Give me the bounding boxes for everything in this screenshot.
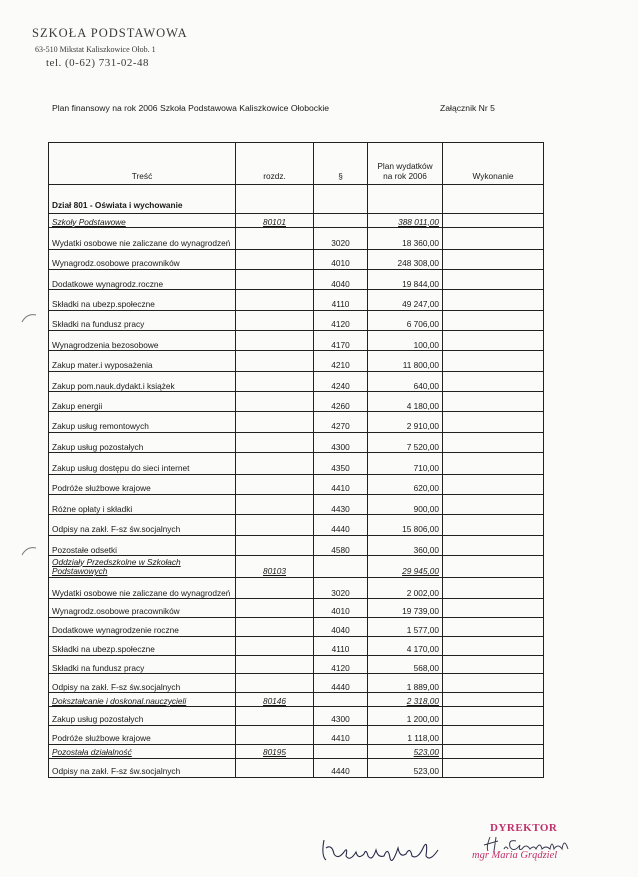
cell-wykonanie: [443, 617, 544, 636]
cell-tresc: Pozostałe odsetki: [49, 535, 236, 555]
cell-wykonanie: [443, 432, 544, 452]
table-row: [49, 474, 544, 494]
section-row: [49, 744, 544, 758]
cell-wykonanie: [443, 214, 544, 228]
cell-wykonanie: [443, 693, 544, 707]
cell-rozdz: [236, 330, 314, 350]
cell-plan: 15 806,00: [368, 515, 443, 535]
table-row: [49, 412, 544, 432]
cell-rozdz: 80146: [236, 693, 314, 707]
cell-wykonanie: [443, 351, 544, 371]
cell-plan: 49 247,00: [368, 290, 443, 310]
cell-tresc: Dodatkowe wynagrodz.roczne: [49, 269, 236, 289]
cell-rozdz: [236, 599, 314, 618]
cell-wykonanie: [443, 310, 544, 330]
cell-plan: 620,00: [368, 474, 443, 494]
cell-plan: 568,00: [368, 655, 443, 674]
cell-wykonanie: [443, 599, 544, 618]
cell-tresc: Składki na ubezp.społeczne: [49, 636, 236, 655]
cell-tresc: Wydatki osobowe nie zaliczane do wynagrodzeń: [49, 228, 236, 250]
cell-paragraph: [314, 744, 368, 758]
cell-tresc: Podróże służbowe krajowe: [49, 474, 236, 494]
cell-paragraph: 4110: [314, 290, 368, 310]
cell-tresc: Odpisy na zakł. F-sz św.socjalnych: [49, 758, 236, 777]
table-row: [49, 453, 544, 475]
cell-paragraph: 4010: [314, 599, 368, 618]
cell-rozdz: [236, 655, 314, 674]
cell-wykonanie: [443, 269, 544, 289]
cell-paragraph: 4440: [314, 758, 368, 777]
cell-tresc: Odpisy na zakł. F-sz św.socjalnych: [49, 515, 236, 535]
cell-plan: 900,00: [368, 494, 443, 514]
director-name: mgr Maria Grądziel: [472, 850, 558, 861]
cell-paragraph: 4040: [314, 269, 368, 289]
punch-hole-mark: [20, 312, 38, 324]
cell-tresc: Wynagrodzenia bezosobowe: [49, 330, 236, 350]
cell-tresc: Dokształcanie i doskonal.nauczycieli: [49, 693, 236, 707]
cell-plan: 1 577,00: [368, 617, 443, 636]
cell-plan: 2 318,00: [368, 693, 443, 707]
table-row: [49, 249, 544, 269]
punch-hole-mark: [20, 545, 38, 557]
cell-tresc: Zakup usług dostępu do sieci internet: [49, 453, 236, 475]
cell-rozdz: [236, 636, 314, 655]
cell-plan: 523,00: [368, 744, 443, 758]
col-header-tresc: Treść: [49, 143, 236, 185]
cell-paragraph: 4120: [314, 310, 368, 330]
cell-paragraph: 4110: [314, 636, 368, 655]
table-row: [49, 617, 544, 636]
cell-tresc: Składki na fundusz pracy: [49, 310, 236, 330]
cell-wykonanie: [443, 744, 544, 758]
cell-paragraph: 4430: [314, 494, 368, 514]
cell-wykonanie: [443, 707, 544, 726]
cell-rozdz: [236, 371, 314, 391]
cell-plan: 1 118,00: [368, 725, 443, 744]
cell-paragraph: 4170: [314, 330, 368, 350]
cell-plan: 29 945,00: [368, 556, 443, 578]
cell-rozdz: [236, 310, 314, 330]
cell-paragraph: [314, 556, 368, 578]
table-row: [49, 515, 544, 535]
cell-plan: 4 180,00: [368, 392, 443, 412]
cell-paragraph: 4350: [314, 453, 368, 475]
cell-tresc: Odpisy na zakł. F-sz św.socjalnych: [49, 674, 236, 693]
cell-plan: 19 739,00: [368, 599, 443, 618]
section-row: [49, 556, 544, 578]
table-row: [49, 636, 544, 655]
cell-wykonanie: [443, 674, 544, 693]
cell-plan: 710,00: [368, 453, 443, 475]
financial-plan-table: [48, 142, 544, 778]
cell-rozdz: 80103: [236, 556, 314, 578]
empty-cell: [236, 185, 314, 214]
table-header-row: [49, 143, 544, 185]
cell-rozdz: [236, 453, 314, 475]
cell-wykonanie: [443, 556, 544, 578]
cell-plan: 100,00: [368, 330, 443, 350]
cell-wykonanie: [443, 371, 544, 391]
cell-plan: 4 170,00: [368, 636, 443, 655]
cell-wykonanie: [443, 725, 544, 744]
cell-tresc: Zakup usług remontowych: [49, 412, 236, 432]
table-row: [49, 290, 544, 310]
cell-wykonanie: [443, 453, 544, 475]
cell-plan: 2 002,00: [368, 577, 443, 599]
cell-paragraph: 4300: [314, 707, 368, 726]
director-title: DYREKTOR: [490, 822, 558, 834]
cell-tresc: Składki na fundusz pracy: [49, 655, 236, 674]
empty-cell: [368, 185, 443, 214]
cell-wykonanie: [443, 515, 544, 535]
cell-wykonanie: [443, 392, 544, 412]
col-header-wykonanie: Wykonanie: [443, 143, 544, 185]
table-row: [49, 432, 544, 452]
cell-rozdz: [236, 351, 314, 371]
cell-wykonanie: [443, 535, 544, 555]
cell-tresc: Zakup pom.nauk.dydakt.i książek: [49, 371, 236, 391]
table-row: [49, 707, 544, 726]
table-row: [49, 330, 544, 350]
school-name: SZKOŁA PODSTAWOWA: [32, 26, 188, 40]
cell-plan: 6 706,00: [368, 310, 443, 330]
cell-rozdz: [236, 474, 314, 494]
cell-rozdz: [236, 392, 314, 412]
cell-tresc: Wynagrodz.osobowe pracowników: [49, 249, 236, 269]
cell-plan: 19 844,00: [368, 269, 443, 289]
cell-paragraph: [314, 693, 368, 707]
cell-tresc: Oddziały Przedszkolne w Szkołach Podstawowych: [49, 556, 236, 578]
cell-rozdz: [236, 674, 314, 693]
cell-rozdz: [236, 412, 314, 432]
cell-tresc: Podróże służbowe krajowe: [49, 725, 236, 744]
cell-paragraph: 3020: [314, 577, 368, 599]
col-header-plan: [368, 143, 443, 185]
cell-paragraph: 4580: [314, 535, 368, 555]
cell-rozdz: [236, 577, 314, 599]
cell-plan: 523,00: [368, 758, 443, 777]
cell-tresc: Zakup usług pozostałych: [49, 707, 236, 726]
cell-paragraph: 4260: [314, 392, 368, 412]
cell-plan: 360,00: [368, 535, 443, 555]
cell-wykonanie: [443, 474, 544, 494]
section-row: [49, 214, 544, 228]
table-row: [49, 371, 544, 391]
cell-wykonanie: [443, 636, 544, 655]
cell-tresc: Szkoły Podstawowe: [49, 214, 236, 228]
table-row: [49, 269, 544, 289]
cell-paragraph: 3020: [314, 228, 368, 250]
handwritten-signature-kowalczyk: [318, 826, 448, 871]
cell-wykonanie: [443, 412, 544, 432]
cell-plan: 1 889,00: [368, 674, 443, 693]
table-row: [49, 599, 544, 618]
table-row: [49, 577, 544, 599]
cell-wykonanie: [443, 228, 544, 250]
document-title: Plan finansowy na rok 2006 Szkoła Podstawowa Kaliszkowice Ołobockie: [52, 103, 330, 113]
table-row: [49, 392, 544, 412]
cell-paragraph: 4440: [314, 674, 368, 693]
cell-rozdz: [236, 432, 314, 452]
annex-label: Załącznik Nr 5: [440, 103, 495, 113]
cell-tresc: Różne opłaty i składki: [49, 494, 236, 514]
col-header-plan-line1: Plan wydatków: [377, 161, 433, 171]
cell-wykonanie: [443, 758, 544, 777]
cell-rozdz: [236, 228, 314, 250]
cell-rozdz: [236, 535, 314, 555]
cell-rozdz: [236, 290, 314, 310]
cell-paragraph: 4440: [314, 515, 368, 535]
table-row: [49, 535, 544, 555]
cell-tresc: Dodatkowe wynagrodzenie roczne: [49, 617, 236, 636]
cell-wykonanie: [443, 290, 544, 310]
cell-paragraph: [314, 214, 368, 228]
cell-plan: 388 011,00: [368, 214, 443, 228]
section-row-dzial: [49, 185, 544, 214]
cell-rozdz: [236, 758, 314, 777]
cell-wykonanie: [443, 577, 544, 599]
cell-paragraph: 4210: [314, 351, 368, 371]
cell-tresc: Wydatki osobowe nie zaliczane do wynagrodzeń: [49, 577, 236, 599]
cell-rozdz: [236, 725, 314, 744]
cell-paragraph: 4040: [314, 617, 368, 636]
cell-tresc: Zakup energii: [49, 392, 236, 412]
cell-paragraph: 4270: [314, 412, 368, 432]
cell-paragraph: 4410: [314, 474, 368, 494]
cell-paragraph: 4120: [314, 655, 368, 674]
col-header-plan-line2: na rok 2006: [383, 170, 427, 181]
cell-plan: 11 800,00: [368, 351, 443, 371]
cell-rozdz: 80101: [236, 214, 314, 228]
cell-rozdz: 80195: [236, 744, 314, 758]
table-row: [49, 351, 544, 371]
empty-cell: [314, 185, 368, 214]
cell-plan: 2 910,00: [368, 412, 443, 432]
cell-rozdz: [236, 515, 314, 535]
table-row: [49, 655, 544, 674]
cell-rozdz: [236, 494, 314, 514]
school-phone: tel. (0-62) 731-02-48: [46, 57, 150, 69]
cell-rozdz: [236, 269, 314, 289]
cell-tresc: Zakup mater.i wyposażenia: [49, 351, 236, 371]
table-row: [49, 758, 544, 777]
cell-paragraph: 4240: [314, 371, 368, 391]
empty-cell: [443, 185, 544, 214]
school-address: 63-510 Mikstat Kaliszkowice Ołob. 1: [35, 45, 156, 54]
cell-rozdz: [236, 249, 314, 269]
cell-tresc: Wynagrodz.osobowe pracowników: [49, 599, 236, 618]
table-row: [49, 674, 544, 693]
table-row: [49, 310, 544, 330]
cell-plan: 640,00: [368, 371, 443, 391]
school-stamp: [32, 26, 188, 69]
cell-rozdz: [236, 707, 314, 726]
cell-paragraph: 4410: [314, 725, 368, 744]
cell-paragraph: 4300: [314, 432, 368, 452]
cell-plan: 1 200,00: [368, 707, 443, 726]
cell-plan: 7 520,00: [368, 432, 443, 452]
cell-plan: 18 360,00: [368, 228, 443, 250]
cell-plan: 248 308,00: [368, 249, 443, 269]
cell-paragraph: 4010: [314, 249, 368, 269]
table-row: [49, 228, 544, 250]
cell-wykonanie: [443, 655, 544, 674]
cell-rozdz: [236, 617, 314, 636]
table-row: [49, 494, 544, 514]
section-row: [49, 693, 544, 707]
table-row: [49, 725, 544, 744]
cell-wykonanie: [443, 249, 544, 269]
cell-tresc: Składki na ubezp.społeczne: [49, 290, 236, 310]
cell-tresc: Zakup usług pozostałych: [49, 432, 236, 452]
cell-tresc: Pozostała działalność: [49, 744, 236, 758]
col-header-rozdz: rozdz.: [236, 143, 314, 185]
cell-wykonanie: [443, 494, 544, 514]
col-header-paragraph: §: [314, 143, 368, 185]
dzial-label: Dział 801 - Oświata i wychowanie: [49, 185, 236, 214]
cell-wykonanie: [443, 330, 544, 350]
